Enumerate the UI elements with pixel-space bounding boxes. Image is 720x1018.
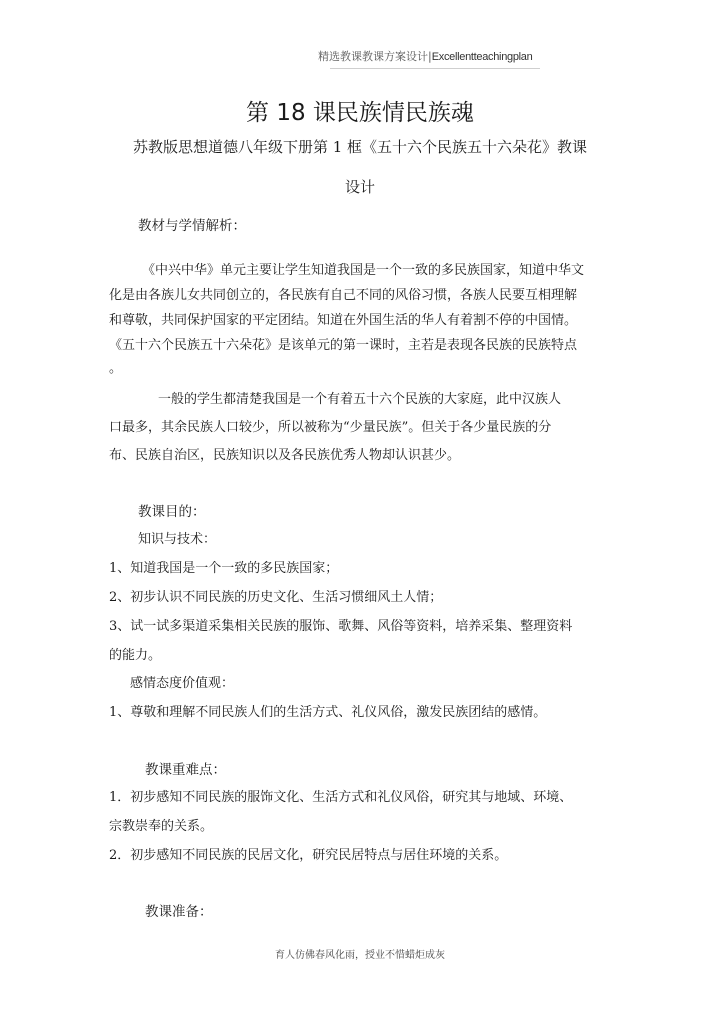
list-item: 3、试一试多渠道采集相关民族的服饰、歌舞、风俗等资料，培养采集、整理资料: [109, 619, 573, 634]
header-english: Excellentteachingplan: [431, 51, 533, 63]
subsection-heading-attitude: 感情态度价值观：: [130, 676, 235, 691]
list-item: 1．初步感知不同民族的服饰文化、生活方式和礼仪风俗，研究其与地域、环境、: [109, 790, 573, 805]
page-footer: 育人仿佛春风化雨，授业不惜蜡炬成灰: [275, 950, 445, 961]
header-chinese: 精选教课教课方案设计: [318, 50, 428, 63]
subsection-heading-knowledge: 知识与技术：: [138, 532, 217, 547]
subtitle-line-2: 设计: [344, 178, 375, 196]
lesson-title: 第 18 课民族情民族魂: [246, 100, 474, 126]
section-heading-key-points: 教课重难点：: [145, 762, 226, 778]
list-item: 2、初步认识不同民族的历史文化、生活习惯细风土人情；: [109, 590, 443, 605]
paragraph-line: 。: [109, 361, 123, 376]
paragraph-line: 布、民族自治区，民族知识以及各民族优秀人物却认识甚少。: [109, 448, 461, 463]
section-heading-objectives: 教课目的：: [138, 504, 206, 520]
list-item: 1、知道我国是一个一致的多民族国家；: [109, 561, 339, 576]
list-item: 1、尊敬和理解不同民族人们的生活方式、礼仪风俗，激发民族团结的感情。: [109, 705, 547, 720]
list-item: 宗教崇奉的关系。: [109, 819, 214, 834]
paragraph-line: 《五十六个民族五十六朵花》是该单元的第一课时，主若是表现各民族的民族特点: [109, 338, 578, 353]
list-item: 的能力。: [109, 648, 162, 663]
section-heading-preparation: 教课准备：: [145, 904, 213, 920]
page-header: [318, 48, 532, 64]
paragraph-line: 和尊敬，共同保护国家的平定团结。知道在外国生活的华人有着割不停的中国情。: [109, 313, 578, 328]
paragraph-line: 《中兴中华》单元主要让学生知道我国是一个一致的多民族国家，知道中华文: [142, 263, 585, 278]
subtitle-line-1: 苏教版思想道德八年级下册第 1 框《五十六个民族五十六朵花》教课: [132, 138, 588, 156]
list-item: 2．初步感知不同民族的民居文化，研究民居特点与居住环境的关系。: [109, 848, 508, 863]
header-rule: [330, 68, 540, 69]
section-heading-analysis: 教材与学情解析：: [138, 218, 246, 234]
paragraph-line: 口最多，其余民族人口较少，所以被称为“少量民族”。但关于各少量民族的分: [109, 420, 552, 435]
paragraph-line: 一般的学生都清楚我国是一个有着五十六个民族的大家庭，此中汉族人: [158, 392, 562, 407]
header-separator: |: [428, 50, 432, 63]
paragraph-line: 化是由各族儿女共同创立的，各民族有自己不同的风俗习惯，各族人民要互相理解: [109, 288, 578, 303]
